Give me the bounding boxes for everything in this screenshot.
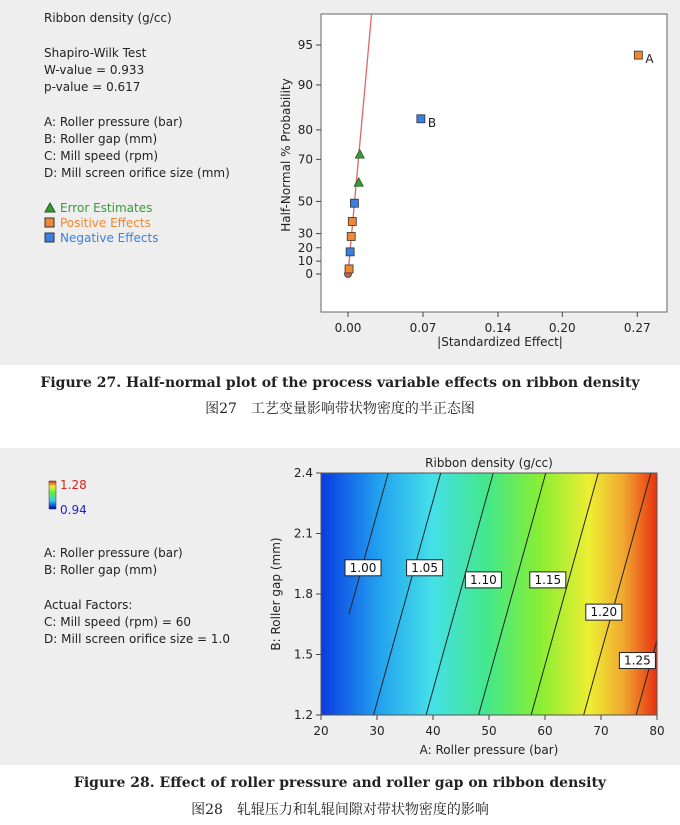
hn-ytick-label: 95: [297, 38, 313, 52]
hn-ytick-label: 80: [297, 122, 313, 137]
hn-ytick-label: 10: [297, 254, 313, 269]
contour-ytick-label: 1.5: [293, 647, 313, 662]
contour-label: 1.15: [534, 572, 562, 587]
hn-xtick-label: 0.27: [623, 321, 651, 335]
contour-ylabel: B: Roller gap (mm): [269, 537, 283, 651]
hn-ytick-label: 70: [297, 152, 313, 167]
fig28-factor-a: A: Roller pressure (bar): [44, 546, 183, 560]
fig28-factor-b: B: Roller gap (mm): [44, 563, 158, 577]
legend-error-label: Error Estimates: [60, 201, 153, 215]
contour-ytick-label: 2.1: [293, 526, 313, 541]
contour-xlabel: A: Roller pressure (bar): [419, 743, 559, 757]
fig27-legend: [44, 200, 244, 248]
hn-negative-point: [417, 115, 425, 123]
hn-plot-area: [321, 14, 667, 312]
factor-a: A: Roller pressure (bar): [44, 115, 183, 129]
hn-ytick-label: 90: [297, 77, 313, 92]
figure27-caption-zh: 图27 工艺变量影响带状物密度的半正态图: [205, 401, 475, 417]
hn-ytick-label: 20: [297, 240, 313, 255]
contour-label: 1.00: [349, 560, 377, 575]
contour-xtick-label: 70: [593, 724, 609, 738]
hn-xlabel: |Standardized Effect|: [437, 335, 563, 349]
colorbar-min-label: 0.94: [60, 503, 87, 517]
contour-xtick-label: 30: [369, 724, 385, 738]
hn-ytick-label: 30: [297, 226, 313, 241]
contour-label: 1.05: [411, 560, 438, 575]
contour-xtick-label: 40: [425, 724, 441, 738]
contour-xtick-label: 80: [649, 724, 665, 738]
hn-xtick-label: 0.14: [484, 321, 512, 335]
figure28-caption-zh: 图28 轧辊压力和轧辊间隙对带状物密度的影响: [191, 802, 489, 818]
contour-label: 1.20: [590, 605, 618, 620]
contour-title: Ribbon density (g/cc): [425, 456, 553, 470]
legend-positive-label: Positive Effects: [60, 216, 151, 230]
test-name: Shapiro-Wilk Test: [44, 46, 147, 60]
colorbar-max-label: 1.28: [60, 478, 87, 492]
figure28-caption: Figure 28. Effect of roller pressure and roller gap on ribbon density: [73, 775, 607, 791]
p-value: p-value = 0.617: [44, 80, 141, 94]
legend-blue-square-icon: [45, 233, 54, 242]
actual-factors-heading: Actual Factors:: [44, 598, 133, 612]
w-value: W-value = 0.933: [44, 63, 145, 77]
hn-positive-point: [348, 217, 356, 225]
factor-d: D: Mill screen orifice size (mm): [44, 166, 230, 180]
hn-negative-point: [350, 199, 358, 207]
contour-ytick-label: 2.4: [293, 466, 313, 480]
hn-positive-point: [345, 265, 353, 273]
colorbar: [49, 481, 56, 509]
contour-xtick-label: 60: [537, 724, 553, 738]
figure28-panel: [0, 448, 680, 765]
legend-triangle-icon: [45, 203, 55, 212]
color-scale: [48, 478, 108, 518]
hn-xtick-label: 0.07: [409, 321, 437, 335]
factor-c: C: Mill speed (rpm): [44, 149, 159, 163]
figure27-panel: [0, 0, 680, 365]
figure27-caption: Figure 27. Half-normal plot of the process variable effects on ribbon density: [40, 375, 640, 391]
legend-negative-label: Negative Effects: [60, 231, 159, 245]
half-normal-plot: [270, 0, 680, 365]
contour-ytick-label: 1.2: [293, 708, 313, 722]
contour-ytick-label: 1.8: [293, 587, 313, 601]
contour-label: 1.10: [470, 572, 497, 587]
contour-xtick-label: 50: [481, 724, 497, 738]
hn-point-label: B: [427, 115, 437, 130]
fig27-heading: Ribbon density (g/cc): [44, 11, 172, 25]
hn-ytick-label: 0: [305, 267, 313, 281]
hn-ylabel: Half-Normal % Probability: [279, 78, 293, 232]
hn-negative-point: [346, 248, 354, 256]
hn-xtick-label: 0.20: [548, 321, 576, 335]
contour-label: 1.25: [624, 653, 651, 668]
hn-ytick-label: 50: [297, 194, 313, 209]
factor-b: B: Roller gap (mm): [44, 132, 158, 146]
hn-xtick-label: 0.00: [334, 321, 362, 335]
hn-positive-point: [347, 232, 355, 240]
actual-factor-d: D: Mill screen orifice size = 1.0: [44, 632, 230, 646]
legend-orange-square-icon: [45, 218, 54, 227]
contour-xtick-label: 20: [313, 724, 329, 738]
contour-plot: [255, 448, 680, 765]
actual-factor-c: C: Mill speed (rpm) = 60: [44, 615, 192, 629]
hn-point-label: A: [645, 52, 654, 67]
hn-positive-point: [634, 51, 642, 59]
